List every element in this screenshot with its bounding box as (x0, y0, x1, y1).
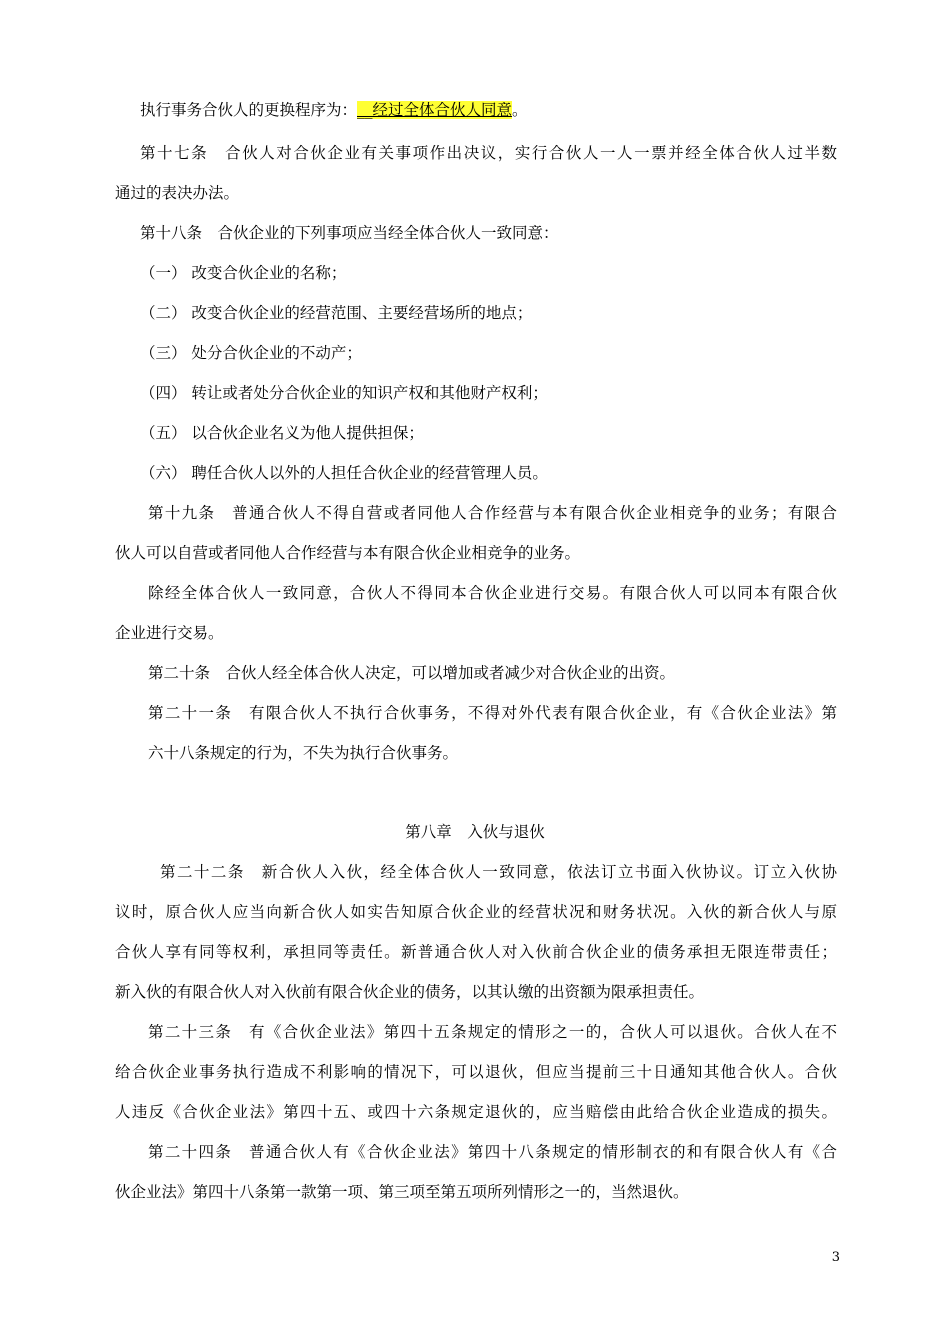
list-item: （五） 以合伙企业名义为他人提供担保； (140, 424, 424, 442)
highlighted-answer: __经过全体合伙人同意 (357, 101, 513, 119)
list-item: （四） 转让或者处分合伙企业的知识产权和其他财产权利； (140, 384, 548, 402)
list-item: （二） 改变合伙企业的经营范围、主要经营场所的地点； (140, 304, 533, 322)
paragraph-line: 通过的表决办法。 (115, 184, 240, 202)
paragraph-line: 第十九条 普通合伙人不得自营或者同他人合作经营与本有限合伙企业相竞争的业务；有限合 (148, 504, 837, 522)
paragraph-line: 人违反《合伙企业法》第四十五、或四十六条规定退伙的，应当赔偿由此给合伙企业造成的损失。 (115, 1103, 837, 1121)
chapter-heading: 第八章 入伙与退伙 (405, 823, 545, 841)
paragraph-line: 伙人可以自营或者同他人合作经营与本有限合伙企业相竞争的业务。 (115, 544, 581, 562)
paragraph-line: 第二十四条 普通合伙人有《合伙企业法》第四十八条规定的情形制衣的和有限合伙人有《合 (148, 1143, 837, 1161)
paragraph-line: 合伙人享有同等权利，承担同等责任。新普通合伙人对入伙前合伙企业的债务承担无限连带责任； (115, 943, 837, 961)
paragraph-line: 议时，原合伙人应当向新合伙人如实告知原合伙企业的经营状况和财务状况。入伙的新合伙人与原 (115, 903, 837, 921)
paragraph-line: 第十七条 合伙人对合伙企业有关事项作出决议，实行合伙人一人一票并经全体合伙人过半数 (140, 144, 837, 162)
paragraph-line: 除经全体合伙人一致同意，合伙人不得同本合伙企业进行交易。有限合伙人可以同本有限合伙 (148, 584, 837, 602)
paragraph-line: 新入伙的有限合伙人对入伙前有限合伙企业的债务，以其认缴的出资额为限承担责任。 (115, 983, 705, 1001)
text-span: 执行事务合伙人的更换程序为： (140, 101, 358, 119)
paragraph-line: 给合伙企业事务执行造成不利影响的情况下，可以退伙，但应当提前三十日通知其他合伙人。合伙 (115, 1063, 837, 1081)
list-item: （一） 改变合伙企业的名称； (140, 264, 347, 282)
paragraph-line: 六十八条规定的行为，不失为执行合伙事务。 (148, 744, 459, 762)
paragraph-line: 第二十条 合伙人经全体合伙人决定，可以增加或者减少对合伙企业的出资。 (148, 664, 676, 682)
paragraph-line: 第二十一条 有限合伙人不执行合伙事务，不得对外代表有限合伙企业，有《合伙企业法》第 (148, 704, 837, 722)
paragraph-line: 企业进行交易。 (115, 624, 224, 642)
paragraph-line: 伙企业法》第四十八条第一款第一项、第三项至第五项所列情形之一的，当然退伙。 (115, 1183, 689, 1201)
text-span: 。 (512, 101, 528, 119)
paragraph-line: 第二十二条 新合伙人入伙，经全体合伙人一致同意，依法订立书面入伙协议。订立入伙协 (160, 863, 837, 881)
paragraph-line: 第十八条 合伙企业的下列事项应当经全体合伙人一致同意： (140, 224, 559, 242)
page-number: 3 (831, 1250, 840, 1265)
list-item: （三） 处分合伙企业的不动产； (140, 344, 362, 362)
list-item: （六） 聘任合伙人以外的人担任合伙企业的经营管理人员。 (140, 464, 548, 482)
paragraph-line (140, 100, 528, 120)
paragraph-line: 第二十三条 有《合伙企业法》第四十五条规定的情形之一的，合伙人可以退伙。合伙人在不 (148, 1023, 837, 1041)
